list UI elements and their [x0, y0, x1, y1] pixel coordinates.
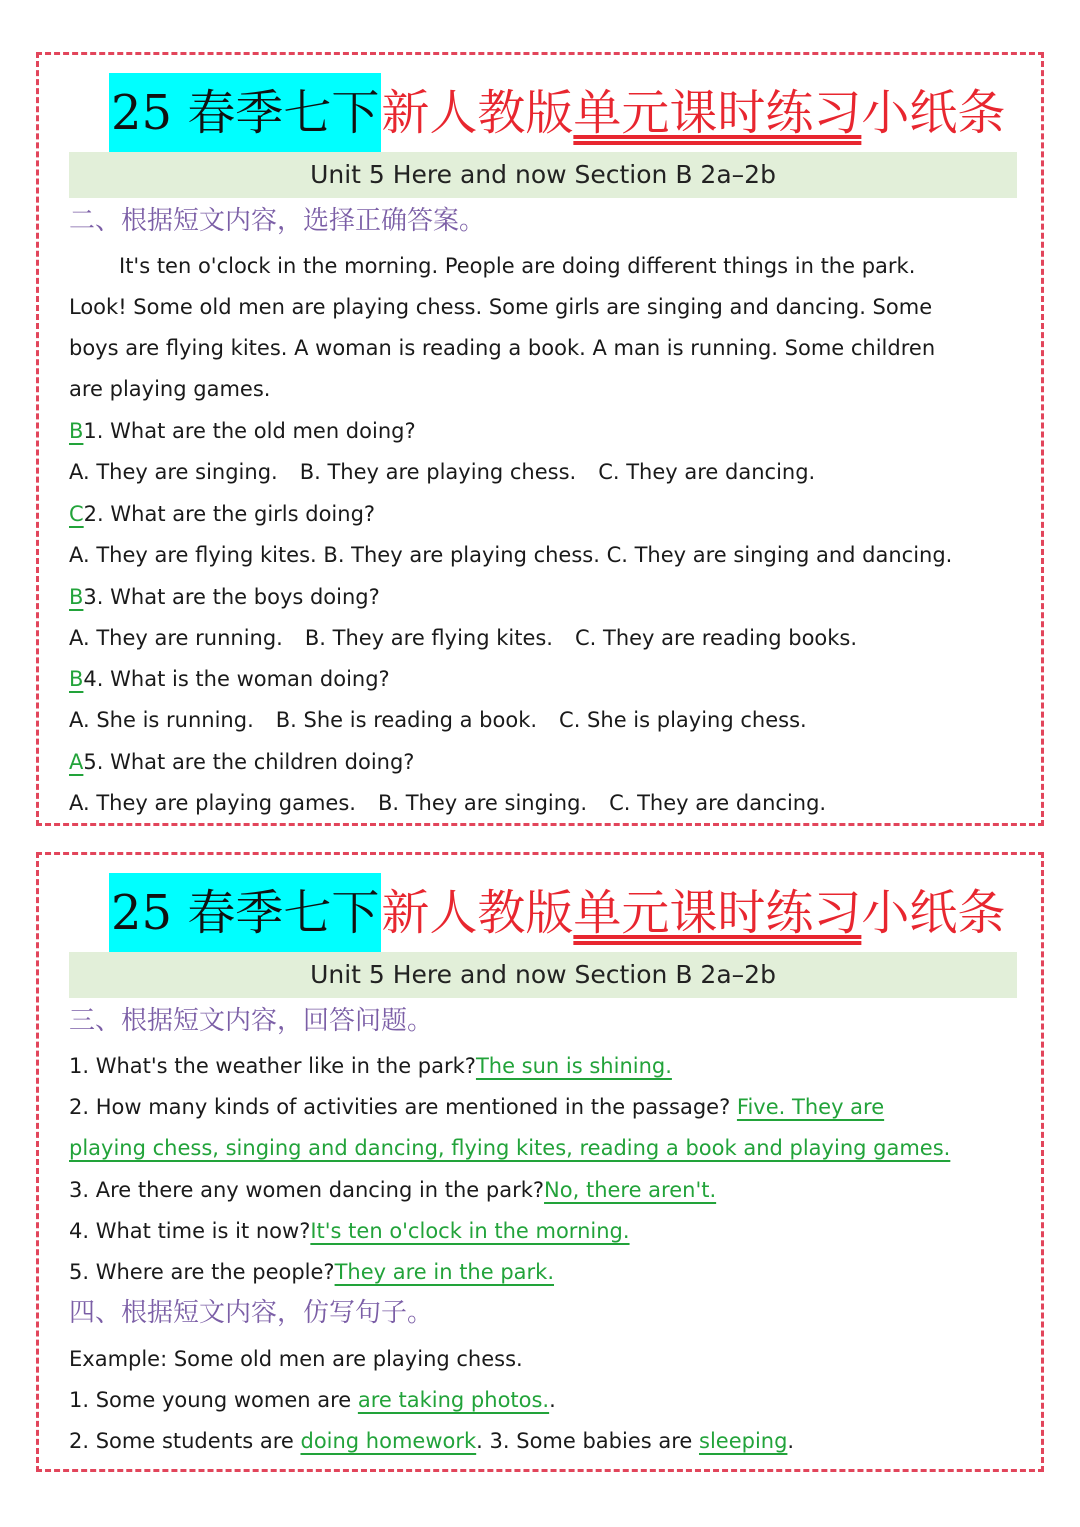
worksheet-card-2	[36, 852, 1044, 1472]
answer: The sun is shining.	[475, 1054, 672, 1078]
section-heading: 二、根据短文内容，选择正确答案。	[69, 206, 486, 236]
unit-banner: Unit 5 Here and now Section B 2a–2b	[69, 152, 1017, 198]
qa-line: 5. Where are the people?They are in the park.	[69, 1260, 555, 1284]
title-underlined: 单元课时练习	[573, 885, 862, 941]
question: C2. What are the girls doing?	[69, 502, 376, 526]
answer: sleeping	[699, 1429, 788, 1453]
answer: B	[69, 419, 84, 443]
section-heading: 四、根据短文内容，仿写句子。	[69, 1298, 434, 1328]
qa-line: 3. Are there any women dancing in the park?No, there aren't.	[69, 1178, 717, 1202]
options: A. They are singing. B. They are playing chess. C. They are dancing.	[69, 460, 816, 484]
answer: B	[69, 585, 84, 609]
title-end: 小纸条	[861, 85, 1006, 141]
imitate-line: 2. Some students are doing homework. 3. Some babies are sleeping.	[69, 1429, 795, 1453]
answer: doing homework	[300, 1429, 477, 1453]
answer: are taking photos.	[357, 1388, 550, 1412]
example-line: Example: Some old men are playing chess.	[69, 1347, 523, 1371]
title-end: 小纸条	[861, 885, 1006, 941]
qa-line: 4. What time is it now?It's ten o'clock in the morning.	[69, 1219, 630, 1243]
passage-line: are playing games.	[69, 377, 271, 401]
options: A. They are running. B. They are flying kites. C. They are reading books.	[69, 626, 858, 650]
card-title	[109, 873, 1005, 953]
question: B3. What are the boys doing?	[69, 585, 380, 609]
imitate-line: 1. Some young women are are taking photos..	[69, 1388, 556, 1412]
options: A. They are flying kites. B. They are playing chess. C. They are singing and dancing.	[69, 543, 953, 567]
title-mid: 新人教版	[381, 85, 574, 141]
answer: Five. They are	[736, 1095, 885, 1119]
qa-line: 2. How many kinds of activities are mentioned in the passage? Five. They are	[69, 1095, 885, 1119]
section-heading: 三、根据短文内容，回答问题。	[69, 1006, 434, 1036]
answer: A	[69, 750, 84, 774]
answer: No, there aren't.	[544, 1178, 717, 1202]
answer: C	[69, 502, 84, 526]
worksheet-card-1	[36, 52, 1044, 826]
title-highlight: 25 春季七下	[109, 873, 381, 953]
answer: It's ten o'clock in the morning.	[310, 1219, 630, 1243]
question: B1. What are the old men doing?	[69, 419, 416, 443]
question: A5. What are the children doing?	[69, 750, 415, 774]
options: A. She is running. B. She is reading a book. C. She is playing chess.	[69, 708, 807, 732]
title-highlight: 25 春季七下	[109, 73, 381, 153]
title-mid: 新人教版	[381, 885, 574, 941]
answer: B	[69, 667, 84, 691]
question: B4. What is the woman doing?	[69, 667, 390, 691]
title-underlined: 单元课时练习	[573, 85, 862, 141]
card-title	[109, 73, 1005, 153]
answer: playing chess, singing and dancing, flying kites, reading a book and playing games.	[69, 1136, 951, 1160]
qa-line: 1. What's the weather like in the park?The sun is shining.	[69, 1054, 672, 1078]
options: A. They are playing games. B. They are singing. C. They are dancing.	[69, 791, 827, 815]
passage-line: It's ten o'clock in the morning. People are doing different things in the park.	[119, 254, 916, 278]
qa-line	[69, 1128, 1019, 1169]
unit-banner: Unit 5 Here and now Section B 2a–2b	[69, 952, 1017, 998]
passage-line: Look! Some old men are playing chess. Some girls are singing and dancing. Some	[69, 295, 933, 319]
answer: They are in the park.	[334, 1260, 555, 1284]
passage-line: boys are flying kites. A woman is reading a book. A man is running. Some children	[69, 336, 936, 360]
